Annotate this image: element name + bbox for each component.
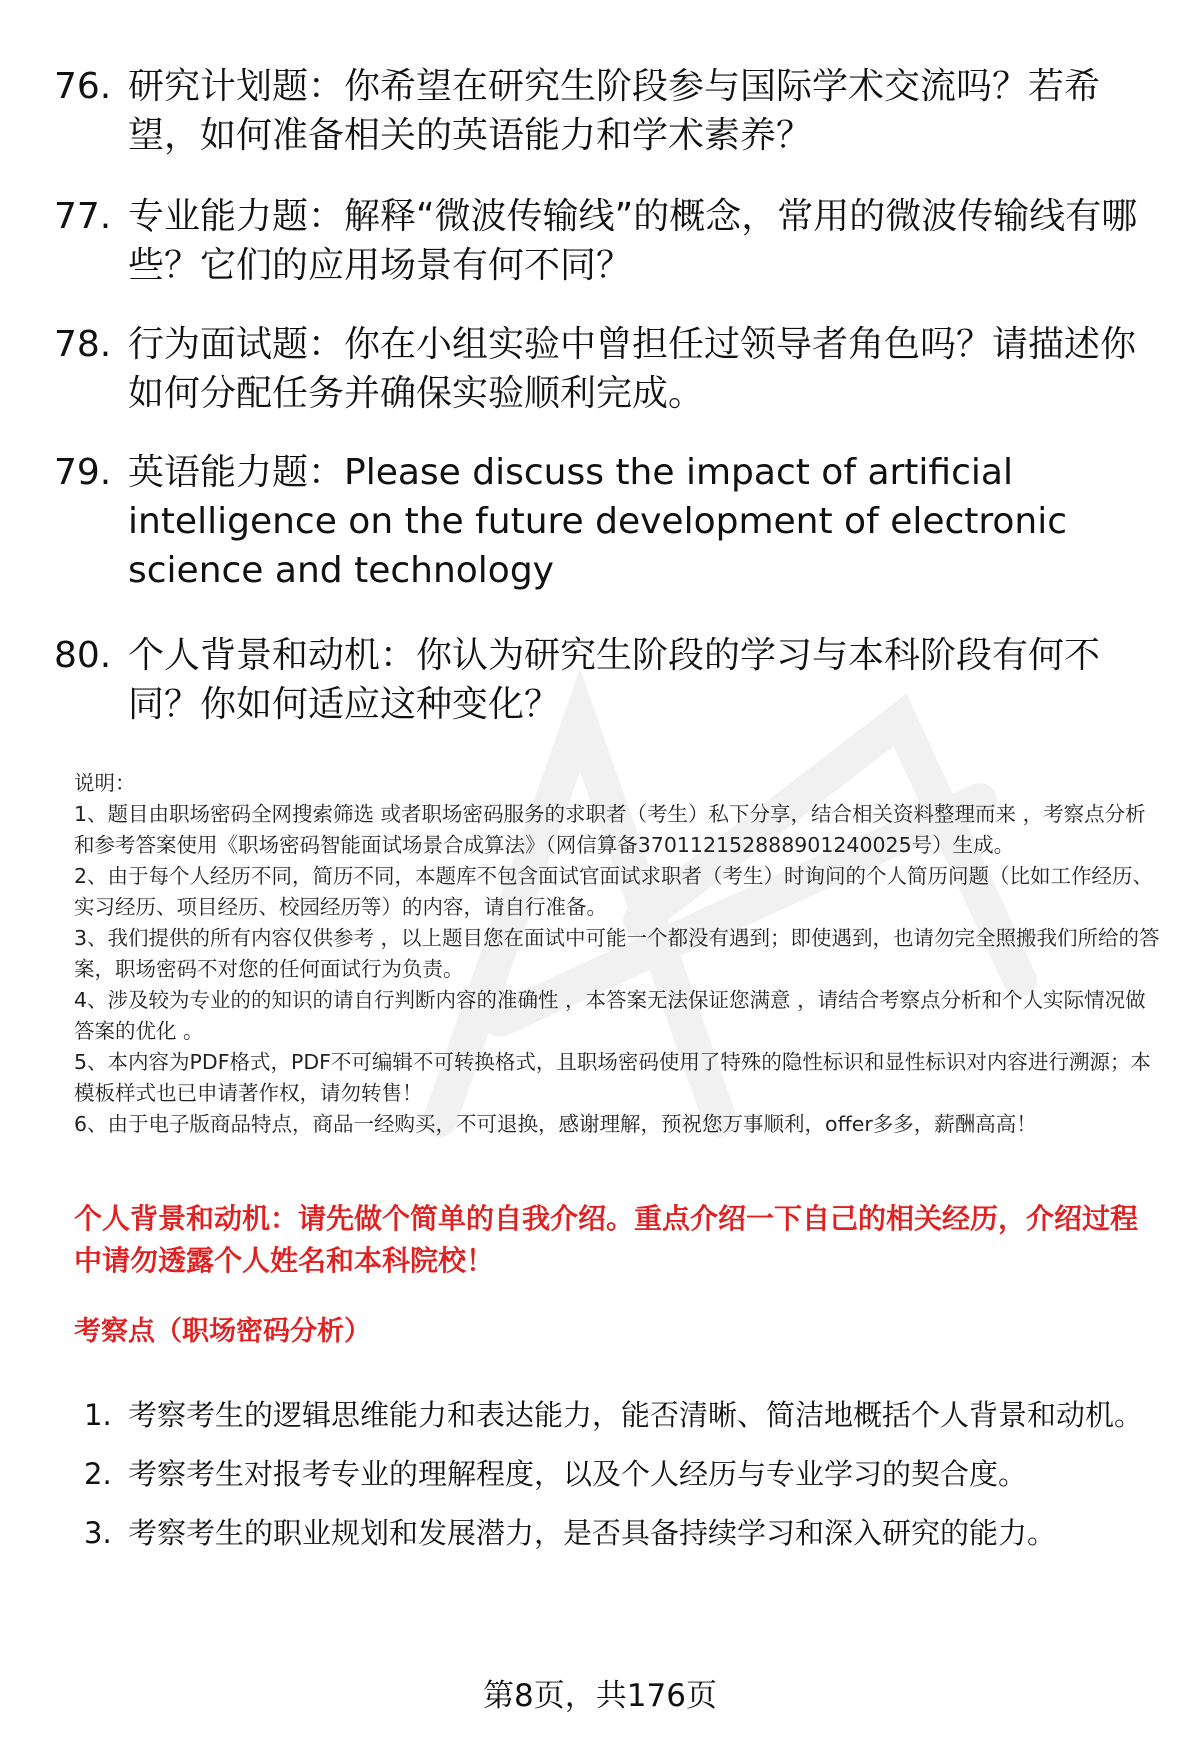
- analysis-point: [84, 1386, 1144, 1445]
- note-item: 2、由于每个人经历不同，简历不同，本题库不包含面试官面试求职者（考生）时询问的个人简历问题（比如工作经历、实习经历、项目经历、校园经历等）的内容，请自行准备。: [74, 864, 1154, 919]
- note-item: 6、由于电子版商品特点，商品一经购买，不可退换，感谢理解，预祝您万事顺利，offer多多，薪酬高高！: [74, 1112, 1037, 1136]
- analysis-point: [84, 1445, 1144, 1504]
- note-item: 5、本内容为PDF格式，PDF不可编辑不可转换格式，且职场密码使用了特殊的隐性标识和显性标识对内容进行溯源；本模板样式也已申请著作权，请勿转售！: [74, 1050, 1151, 1105]
- page-footer: 第8页，共176页: [483, 1678, 717, 1714]
- question-item: [54, 631, 1154, 729]
- notes-title: 说明：: [74, 771, 136, 795]
- question-number: 80.: [54, 635, 112, 676]
- question-text: 行为面试题：你在小组实验中曾担任过领导者角色吗？请描述你如何分配任务并确保实验顺利完成。: [128, 324, 1137, 414]
- question-text: 英语能力题：Please discuss the impact of artificial intelligence on the future development of electronic science and technology: [128, 452, 1068, 591]
- analysis-point: [84, 1504, 1144, 1563]
- point-number: 2.: [84, 1457, 112, 1491]
- analysis-heading: 考察点（职场密码分析）: [74, 1316, 371, 1347]
- point-text: 考察考生的逻辑思维能力和表达能力，能否清晰、简洁地概括个人背景和动机。: [128, 1398, 1144, 1432]
- note-item: 1、题目由职场密码全网搜索筛选 或者职场密码服务的求职者（考生）私下分享，结合相关资料整理而来 ，考察点分析和参考答案使用《职场密码智能面试场景合成算法》（网信算备370112152888901240025号）生成。: [74, 802, 1146, 857]
- question-text: 个人背景和动机：你认为研究生阶段的学习与本科阶段有何不同？你如何适应这种变化？: [128, 635, 1101, 725]
- point-text: 考察考生对报考专业的理解程度，以及个人经历与专业学习的契合度。: [128, 1457, 1028, 1491]
- question-item: [54, 62, 1154, 160]
- note-item: 4、涉及较为专业的的知识的请自行判断内容的准确性 ，本答案无法保证您满意 ，请结合考察点分析和个人实际情况做答案的优化 。: [74, 988, 1146, 1043]
- question-number: 76.: [54, 66, 112, 107]
- note-item: 3、我们提供的所有内容仅供参考 ，以上题目您在面试中可能一个都没有遇到；即使遇到，也请勿完全照搬我们所给的答案，职场密码不对您的任何面试行为负责。: [74, 926, 1160, 981]
- question-number: 77.: [54, 196, 112, 237]
- question-item: [54, 448, 1154, 595]
- question-text: 专业能力题：解释“微波传输线”的概念，常用的微波传输线有哪些？它们的应用场景有何不同？: [128, 196, 1138, 286]
- point-number: 1.: [84, 1398, 112, 1432]
- featured-question: 个人背景和动机：请先做个简单的自我介绍。重点介绍一下自己的相关经历，介绍过程中请勿透露个人姓名和本科院校！: [74, 1202, 1139, 1277]
- question-number: 79.: [54, 452, 112, 493]
- question-item: [54, 320, 1154, 418]
- question-text: 研究计划题：你希望在研究生阶段参与国际学术交流吗？若希望，如何准备相关的英语能力和学术素养？: [128, 66, 1101, 156]
- question-item: [54, 192, 1154, 290]
- analysis-points: [84, 1386, 1144, 1563]
- question-list: [54, 62, 1154, 759]
- point-text: 考察考生的职业规划和发展潜力，是否具备持续学习和深入研究的能力。: [128, 1516, 1057, 1550]
- question-number: 78.: [54, 324, 112, 365]
- notes-section: [74, 768, 1164, 1140]
- point-number: 3.: [84, 1516, 112, 1550]
